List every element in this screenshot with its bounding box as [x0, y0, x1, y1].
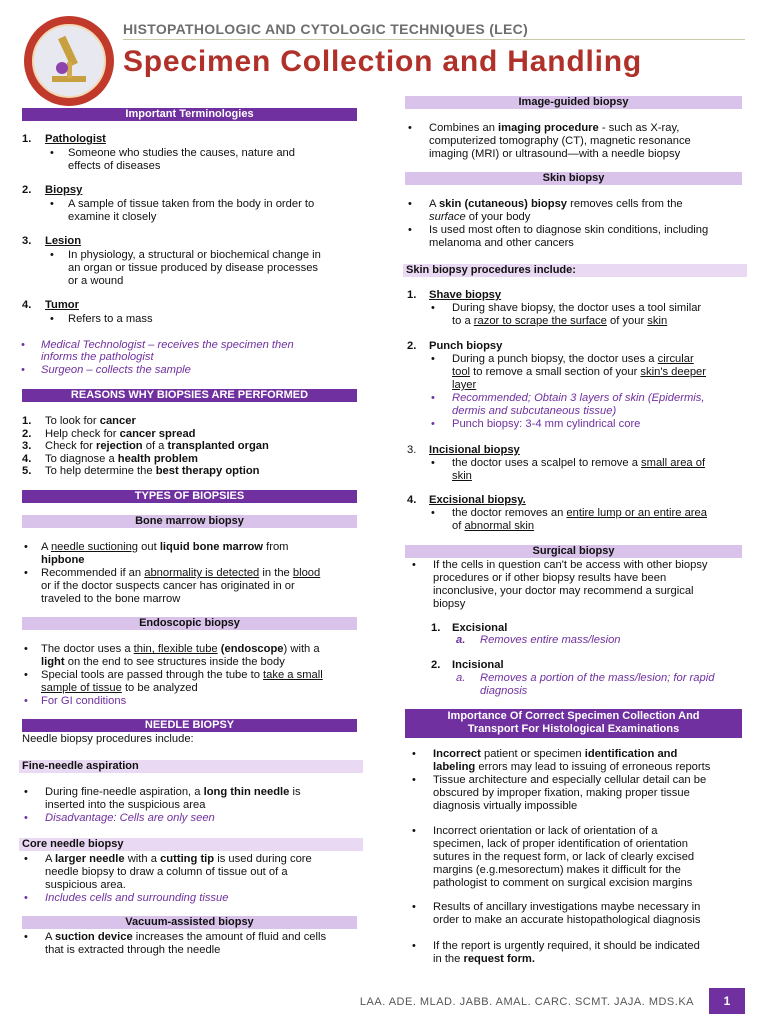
imp-2-line-3: sutures in the request form, or lack of clearly excised [433, 851, 695, 863]
core-line-1: A larger needle with a cutting tip is used during core [45, 853, 312, 865]
imp-2-line-1: Incorrect orientation or lack of orientation of a [433, 825, 658, 837]
shave-line-1: During shave biopsy, the doctor uses a tool similar [452, 302, 702, 314]
list-number: 1. [431, 622, 441, 634]
types-header: TYPES OF BIOPSIES [22, 490, 357, 503]
surg-incisional-note-2: diagnosis [480, 685, 528, 697]
bullet: • [24, 643, 28, 655]
importance-header-line-2: Transport For Histological Examinations [467, 723, 680, 735]
bullet: • [431, 418, 435, 430]
shave-title: Shave biopsy [429, 289, 502, 301]
skin-procedures-header: Skin biopsy procedures include: [403, 264, 747, 277]
bullet: • [431, 353, 435, 365]
bullet: • [50, 198, 54, 210]
bone-marrow-header: Bone marrow biopsy [22, 515, 357, 528]
surg-line-2: procedures or if other biopsy results have been [433, 572, 667, 584]
list-number: 1. [22, 415, 32, 427]
terms-header: Important Terminologies [22, 108, 357, 121]
surg-line-3: inconclusive, your doctor may recommend a surgical [433, 585, 694, 597]
punch-line-2: tool to remove a small section of your skin's deeper [452, 366, 706, 378]
term-title: Lesion [45, 235, 82, 247]
bullet: • [50, 249, 54, 261]
excisional-line-2: of abnormal skin [452, 520, 535, 532]
bullet: • [24, 812, 28, 824]
core-line-4: Includes cells and surrounding tissue [45, 892, 229, 904]
list-number: 4. [22, 299, 32, 311]
importance-header [405, 709, 742, 738]
list-number: 4. [22, 452, 32, 465]
fna-line-2: inserted into the suspicious area [45, 799, 206, 811]
list-number: 5. [22, 465, 32, 478]
bullet: • [431, 392, 435, 404]
note-medtech-cont: informs the pathologist [41, 351, 154, 363]
punch-line-1: During a punch biopsy, the doctor uses a circular [452, 353, 694, 365]
shave-line-2: to a razor to scrape the surface of your skin [452, 315, 668, 327]
reason-text: Check for [45, 440, 96, 453]
imp-1-line-3: Tissue architecture and especially cellular detail can be [433, 774, 707, 786]
vac-line-2: that is extracted through the needle [45, 944, 221, 956]
term-title: Pathologist [45, 133, 106, 145]
reason-emphasis: health problem [117, 452, 198, 465]
fna-header: Fine-needle aspiration [19, 760, 363, 773]
note-surgeon: Surgeon – collects the sample [41, 364, 191, 376]
image-line-2: computerized tomography (CT), magnetic resonance [429, 135, 691, 147]
reason-item [45, 440, 269, 453]
endo-line-5: For GI conditions [41, 695, 127, 707]
reason-emphasis: transplanted organ [167, 440, 269, 453]
bullet: • [24, 931, 28, 943]
bullet: • [21, 339, 25, 351]
term-definition: Someone who studies the causes, nature and [68, 147, 296, 159]
imp-1-line-1: Incorrect patient or specimen identification and [433, 748, 678, 760]
term-title: Biopsy [45, 184, 83, 196]
bullet: • [412, 774, 416, 786]
imp-3-line-1: Results of ancillary investigations maybe necessary in [433, 901, 701, 913]
bullet: • [408, 198, 412, 210]
term-definition: examine it closely [68, 211, 157, 223]
image-guided-header: Image-guided biopsy [405, 96, 742, 109]
letter: a. [456, 634, 466, 646]
importance-header-line-1: Importance Of Correct Specimen Collection And [447, 710, 700, 722]
list-number: 4. [407, 494, 417, 506]
fna-line-3: Disadvantage: Cells are only seen [45, 812, 215, 824]
term-definition: A sample of tissue taken from the body in order to [68, 198, 315, 210]
core-line-2: needle biopsy to draw a column of tissue out of a [45, 866, 288, 878]
reason-emphasis: best therapy option [155, 465, 260, 478]
term-definition: In physiology, a structural or biochemical change in [68, 249, 321, 261]
incisional-title: Incisional biopsy [429, 444, 520, 456]
imp-1-line-5: diagnosis virtually impossible [433, 800, 578, 812]
core-line-3: suspicious area. [45, 879, 126, 891]
list-number: 2. [22, 184, 32, 196]
surg-incisional: Incisional [452, 659, 504, 671]
bullet: • [24, 853, 28, 865]
endoscopic-header: Endoscopic biopsy [22, 617, 357, 630]
microscope-seal-icon [22, 14, 116, 108]
list-number: 2. [431, 659, 441, 671]
reason-emphasis: cancer spread [119, 427, 196, 440]
term-title: Tumor [45, 299, 79, 311]
term-definition: effects of diseases [68, 160, 161, 172]
bullet: • [431, 457, 435, 469]
core-header: Core needle biopsy [19, 838, 363, 851]
imp-1-line-2: labeling errors may lead to issuing of erroneous reports [433, 761, 711, 773]
imp-1-line-4: obscured by improper fixation, making proper tissue [433, 787, 690, 799]
footer-authors: LAA. ADE. MLAD. JABB. AMAL. CARC. SCMT. JAJA. MDS.KA [359, 996, 694, 1008]
surgical-header: Surgical biopsy [405, 545, 742, 558]
punch-title: Punch biopsy [429, 340, 503, 352]
bullet: • [412, 901, 416, 913]
punch-note-3: Punch biopsy: 3-4 mm cylindrical core [452, 418, 641, 430]
bullet: • [24, 669, 28, 681]
surg-incisional-note-1: Removes a portion of the mass/lesion; for rapid [480, 672, 715, 684]
bullet: • [408, 122, 412, 134]
bullet: • [408, 224, 412, 236]
endo-line-2: light on the end to see structures inside the body [41, 656, 285, 668]
bone-line-3: Recommended if an abnormality is detected in the blood [41, 567, 321, 579]
note-medtech: Medical Technologist – receives the specimen then [41, 339, 294, 351]
incisional-line-1: the doctor uses a scalpel to remove a small area of [452, 457, 706, 469]
bullet: • [24, 541, 28, 553]
reason-item [45, 465, 260, 478]
reason-item [45, 415, 136, 428]
endo-line-1: The doctor uses a thin, flexible tube (endoscope) with a [41, 643, 320, 655]
skin-line-4: melanoma and other cancers [429, 237, 574, 249]
skin-line-3: Is used most often to diagnose skin conditions, including [429, 224, 709, 236]
reason-item [45, 453, 198, 466]
reason-emphasis: rejection [95, 440, 143, 453]
fna-line-1: During fine-needle aspiration, a long thin needle is [45, 786, 301, 798]
reasons-header: REASONS WHY BIOPSIES ARE PERFORMED [22, 389, 357, 402]
image-line-3: imaging (MRI) or ultrasound—with a needle biopsy [429, 148, 681, 160]
skin-biopsy-header: Skin biopsy [405, 172, 742, 185]
page-number: 1 [709, 988, 745, 1014]
list-number: 3. [407, 444, 417, 456]
term-definition: Refers to a mass [68, 313, 153, 325]
incisional-line-2: skin [452, 470, 472, 482]
excisional-title: Excisional biopsy. [429, 494, 526, 506]
reason-text: of a [142, 440, 168, 453]
punch-line-3: layer [452, 379, 477, 391]
bullet: • [431, 302, 435, 314]
reason-text: To look for [45, 415, 100, 427]
bullet: • [24, 786, 28, 798]
imp-2-line-4: margins (e.g.mesorectum) makes it difficult for the [433, 864, 681, 876]
skin-line-2: surface of your body [429, 211, 531, 223]
bullet: • [412, 825, 416, 837]
reason-text: To help determine the [45, 465, 156, 478]
bullet: • [21, 364, 25, 376]
list-number: 3. [22, 235, 32, 247]
letter: a. [456, 672, 466, 684]
surg-line-4: biopsy [433, 598, 466, 610]
bullet: • [24, 567, 28, 579]
list-number: 1. [22, 133, 32, 145]
imp-2-line-5: pathologist to comment on surgical excision margins [433, 877, 693, 889]
header-divider [123, 39, 745, 40]
surg-line-1: If the cells in question can't be access with other biopsy [433, 559, 708, 571]
imp-4-line-1: If the report is urgently required, it should be indicated [433, 940, 700, 952]
reason-emphasis: cancer [99, 415, 136, 427]
list-number: 1. [407, 289, 417, 301]
list-number: 3. [22, 440, 32, 453]
bullet: • [50, 147, 54, 159]
bone-line-1: A needle suctioning out liquid bone marrow from [41, 541, 289, 553]
list-number: 2. [22, 427, 32, 440]
bullet: • [50, 313, 54, 325]
reason-text: Help check for [45, 427, 120, 440]
imp-4-line-2: in the request form. [433, 953, 535, 965]
imp-3-line-2: order to make an accurate histopathological diagnosis [433, 914, 701, 926]
surg-excisional-note: Removes entire mass/lesion [480, 634, 621, 646]
bullet: • [24, 892, 28, 904]
vacuum-header: Vacuum-assisted biopsy [22, 916, 357, 929]
needle-header: NEEDLE BIOPSY [22, 719, 357, 732]
reason-text: To diagnose a [45, 452, 118, 465]
punch-note-1: Recommended; Obtain 3 layers of skin (Epidermis, [452, 392, 705, 404]
bone-line-5: traveled to the bone marrow [41, 593, 181, 605]
bullet: • [24, 695, 28, 707]
imp-2-line-2: specimen, lack of proper identification of orientation [433, 838, 688, 850]
surg-excisional: Excisional [452, 622, 508, 634]
vac-line-1: A suction device increases the amount of fluid and cells [45, 931, 327, 943]
bullet: • [412, 559, 416, 571]
bone-line-4: or if the doctor suspects cancer has originated in or [41, 580, 295, 592]
endo-line-3: Special tools are passed through the tube to take a small [41, 669, 323, 681]
reason-item [45, 428, 196, 441]
bullet: • [412, 748, 416, 760]
term-definition: an organ or tissue produced by disease processes [68, 262, 319, 274]
bullet: • [431, 507, 435, 519]
punch-note-2: dermis and subcutaneous tissue) [452, 405, 617, 417]
image-line-1: Combines an imaging procedure - such as X-ray, [429, 122, 680, 134]
skin-line-1: A skin (cutaneous) biopsy removes cells from the [429, 198, 683, 210]
term-definition: or a wound [68, 275, 124, 287]
endo-line-4: sample of tissue to be analyzed [41, 682, 198, 694]
course-subtitle: HISTOPATHOLOGIC AND CYTOLOGIC TECHNIQUES (LEC) [123, 21, 529, 37]
list-number: 2. [407, 340, 417, 352]
excisional-line-1: the doctor removes an entire lump or an entire area [452, 507, 707, 519]
page-title: Specimen Collection and Handling [123, 45, 642, 78]
bone-line-2: hipbone [41, 554, 85, 566]
bullet: • [412, 940, 416, 952]
needle-intro: Needle biopsy procedures include: [22, 733, 194, 745]
